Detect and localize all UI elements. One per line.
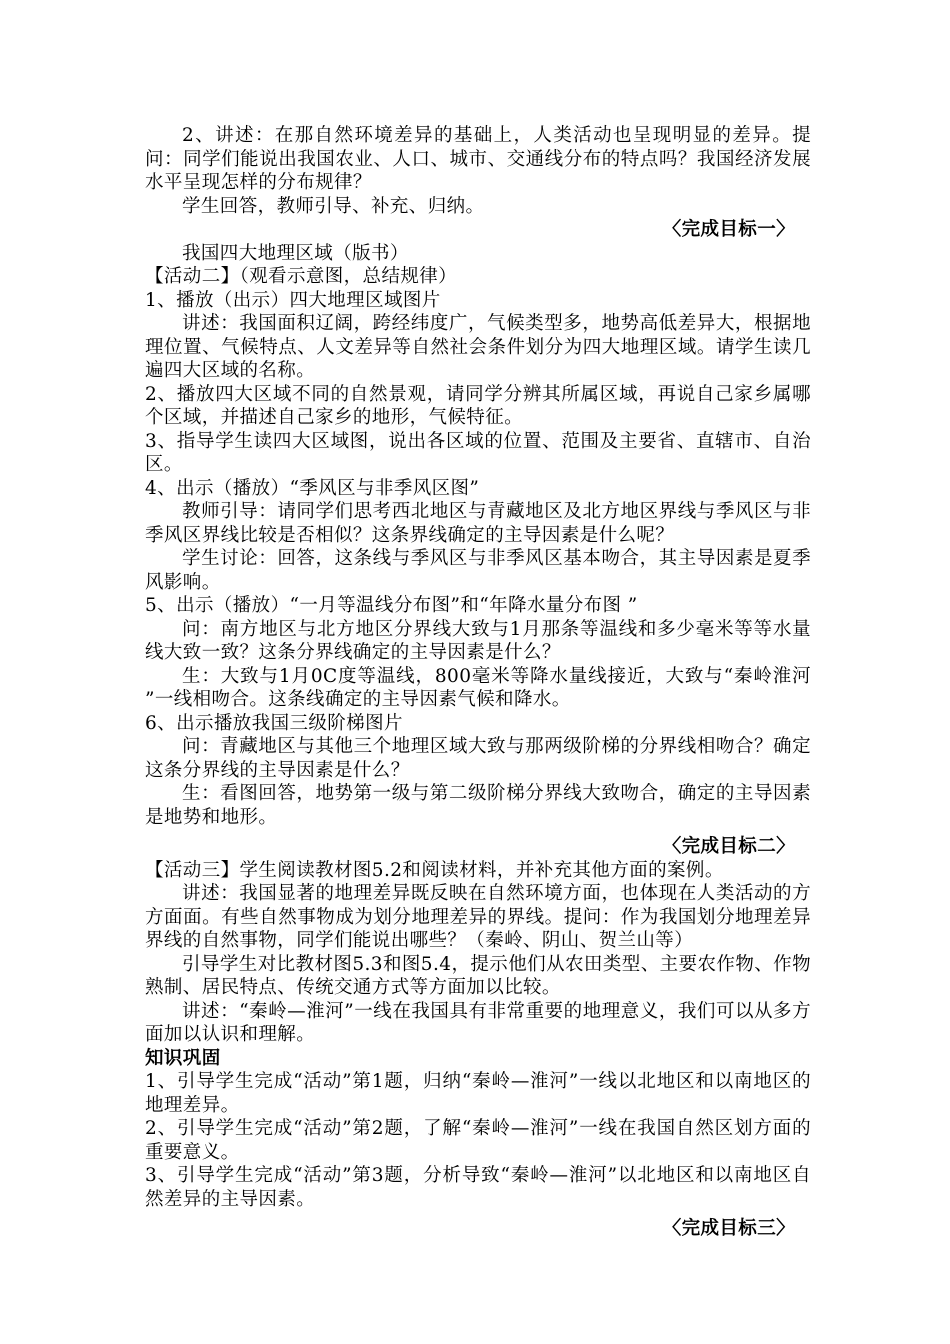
paragraph-answer-qinling: 生：大致与1月0C度等温线，800毫米等降水量线接近，大致与“秦岭淮河 ”一线相吻合。这条线确定的主导因素气候和降水。 [145,665,811,710]
review-item-3: 3、引导学生完成“活动”第3题，分析导致“秦岭—淮河”以北地区和以南地区自然差异的主导因素。 [145,1165,811,1210]
document-body [145,124,811,1241]
paragraph-compare-figures: 引导学生对比教材图5.3和图5.4，提示他们从农田类型、主要农作物、作物熟制、居民特点、传统交通方式等方面加以比较。 [145,953,811,998]
step-4-monsoon-map: 4、出示（播放）“季风区与非季风区图” [145,477,480,499]
paragraph-regions-narration: 讲述：我国面积辽阔，跨经纬度广，气候类型多，地势高低差异大，根据地理位置、气候特点、人文差异等自然社会条件划分为四大地理区域。请学生读几遍四大区域的名称。 [145,313,811,381]
paragraph-question-south-north: 问：南方地区与北方地区分界线大致与1月那条等温线和多少毫米等等水量线大致一致？这条分界线确定的主导因素是什么？ [145,618,811,663]
step-2-landscapes: 2、播放四大区域不同的自然景观，请同学分辨其所属区域，再说自己家乡属哪个区域，并描述自己家乡的地形，气候特征。 [145,383,811,428]
board-title-four-regions: 我国四大地理区域（版书） [182,242,409,264]
paragraph-teacher-guide: 教师引导：请同学们思考西北地区与青藏地区及北方地区界线与季风区与非季风区界线比较是否相似？这条界线确定的主导因素是什么呢？ [145,501,811,546]
knowledge-review-heading: 知识巩固 [145,1047,221,1069]
goal-one-marker: 〈完成目标一〉 [662,219,795,240]
paragraph-narration-activities: 2、讲述：在那自然环境差异的基础上，人类活动也呈现明显的差异。提问：同学们能说出我国农业、人口、城市、交通线分布的特点吗？我国经济发展水平呈现怎样的分布规律？ [145,125,811,193]
review-item-2: 2、引导学生完成“活动”第2题，了解“秦岭—淮河”一线在我国自然区划方面的重要意义。 [145,1118,811,1163]
goal-three-marker: 〈完成目标三〉 [662,1218,795,1239]
paragraph-question-qingzang: 问：青藏地区与其他三个地理区域大致与那两级阶梯的分界线相吻合？确定这条分界线的主导因素是什么？ [145,736,811,781]
activity-three-heading: 【活动三】学生阅读教材图5.2和阅读材料，并补充其他方面的案例。 [145,859,724,881]
step-3-region-map: 3、指导学生读四大区域图，说出各区域的位置、范围及主要省、直辖市、自治区。 [145,430,811,475]
step-5-isotherm-map: 5、出示（播放）“一月等温线分布图”和“年降水量分布图 ” [145,595,638,616]
step-1-show-regions: 1、播放（出示）四大地理区域图片 [145,289,441,311]
paragraph-boundary-narration: 讲述：我国显著的地理差异既反映在自然环境方面，也体现在人类活动的方方面面。有些自然事物成为划分地理差异的界线。提问：作为我国划分地理差异界线的自然事物，同学们能说出哪些？（秦岭、阴山、贺兰山等） [145,883,811,951]
activity-two-heading: 【活动二】（观看示意图，总结规律） [145,266,458,287]
paragraph-answer-terrain: 生：看图回答，地势第一级与第二级阶梯分界线大致吻合，确定的主导因素是地势和地形。 [145,783,811,828]
goal-two-marker: 〈完成目标二〉 [662,836,795,857]
step-6-terrain-steps: 6、出示播放我国三级阶梯图片 [145,712,403,734]
review-item-1: 1、引导学生完成“活动”第1题，归纳“秦岭—淮河”一线以北地区和以南地区的地理差异。 [145,1071,811,1116]
paragraph-student-answer: 学生回答，教师引导、补充、归纳。 [182,195,485,217]
paragraph-qinling-significance: 讲述：“秦岭—淮河”一线在我国具有非常重要的地理意义，我们可以从多方面加以认识和理解。 [145,1000,811,1045]
paragraph-student-discussion: 学生讨论：回答，这条线与季风区与非季风区基本吻合，其主导因素是夏季风影响。 [145,548,811,593]
